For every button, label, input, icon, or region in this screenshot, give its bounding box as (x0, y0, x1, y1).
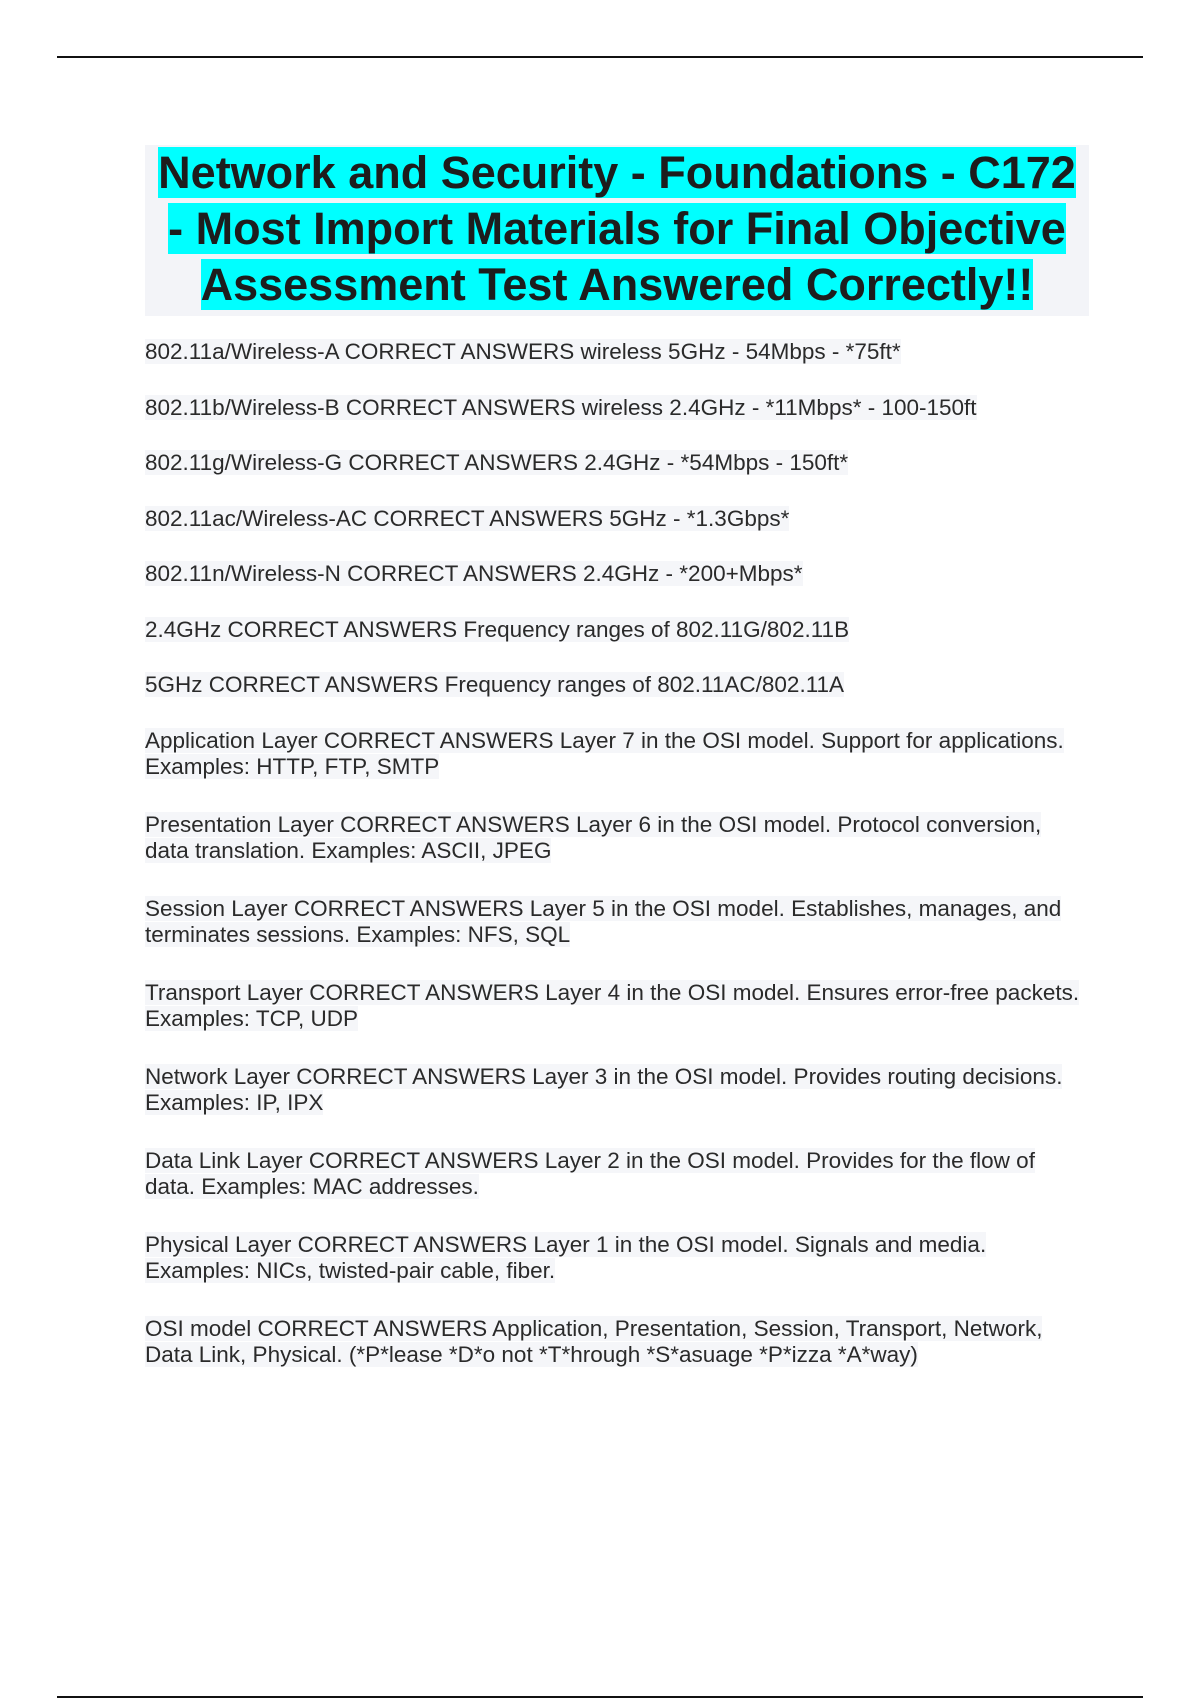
qa-item-text: 2.4GHz CORRECT ANSWERS Frequency ranges of 802.11G/802.11B (145, 616, 850, 642)
qa-item (145, 450, 1089, 477)
document-title (145, 145, 1089, 313)
qa-item (145, 672, 1089, 699)
qa-item-text: Network Layer CORRECT ANSWERS Layer 3 in the OSI model. Provides routing decisions. Examples: IP, IPX (145, 1063, 1063, 1115)
qa-item-text: Physical Layer CORRECT ANSWERS Layer 1 in the OSI model. Signals and media. Examples: NICs, twisted-pair cable, fiber. (145, 1231, 987, 1283)
top-rule (57, 56, 1143, 58)
qa-item-text: OSI model CORRECT ANSWERS Application, Presentation, Session, Transport, Network, Data Link, Physical. (*P*lease *D*o not *T*hrough *S*asuage *P*izza *A*way) (145, 1315, 1043, 1367)
document-body (145, 145, 1089, 1400)
qa-item-text: 5GHz CORRECT ANSWERS Frequency ranges of 802.11AC/802.11A (145, 672, 845, 697)
qa-item-text: 802.11n/Wireless-N CORRECT ANSWERS 2.4GHz - *200+Mbps* (145, 561, 803, 586)
qa-item-text: Presentation Layer CORRECT ANSWERS Layer 6 in the OSI model. Protocol conversion, data translation. Examples: ASCII, JPEG (145, 811, 1042, 863)
qa-item (145, 1064, 1089, 1117)
qa-item (145, 728, 1089, 781)
qa-item (145, 339, 1089, 366)
qa-item (145, 896, 1089, 949)
qa-item (145, 561, 1089, 588)
qa-item (145, 1148, 1089, 1201)
qa-item-text: Transport Layer CORRECT ANSWERS Layer 4 in the OSI model. Ensures error-free packets. Examples: TCP, UDP (145, 979, 1080, 1031)
qa-item (145, 812, 1089, 865)
document-title-text: Network and Security - Foundations - C172 - Most Import Materials for Final Objective Assessment Test Answered Correctly!! (158, 147, 1076, 310)
qa-item (145, 395, 1089, 422)
qa-item-text: Data Link Layer CORRECT ANSWERS Layer 2 in the OSI model. Provides for the flow of data. Examples: MAC addresses. (145, 1147, 1035, 1199)
qa-item (145, 1316, 1089, 1369)
qa-item (145, 617, 1089, 644)
qa-item-text: 802.11b/Wireless-B CORRECT ANSWERS wireless 2.4GHz - *11Mbps* - 100-150ft (145, 394, 977, 420)
qa-item-text: Session Layer CORRECT ANSWERS Layer 5 in the OSI model. Establishes, manages, and terminates sessions. Examples: NFS, SQL (145, 895, 1062, 947)
qa-list (145, 339, 1089, 1369)
qa-item-text: 802.11g/Wireless-G CORRECT ANSWERS 2.4GHz - *54Mbps - 150ft* (145, 450, 849, 475)
title-box (145, 145, 1089, 316)
bottom-rule (57, 1696, 1143, 1698)
qa-item (145, 506, 1089, 533)
qa-item (145, 1232, 1089, 1285)
qa-item-text: 802.11a/Wireless-A CORRECT ANSWERS wireless 5GHz - 54Mbps - *75ft* (145, 339, 901, 364)
qa-item-text: 802.11ac/Wireless-AC CORRECT ANSWERS 5GHz - *1.3Gbps* (145, 505, 790, 531)
qa-item-text: Application Layer CORRECT ANSWERS Layer 7 in the OSI model. Support for applications. Examples: HTTP, FTP, SMTP (145, 727, 1064, 779)
qa-item (145, 980, 1089, 1033)
